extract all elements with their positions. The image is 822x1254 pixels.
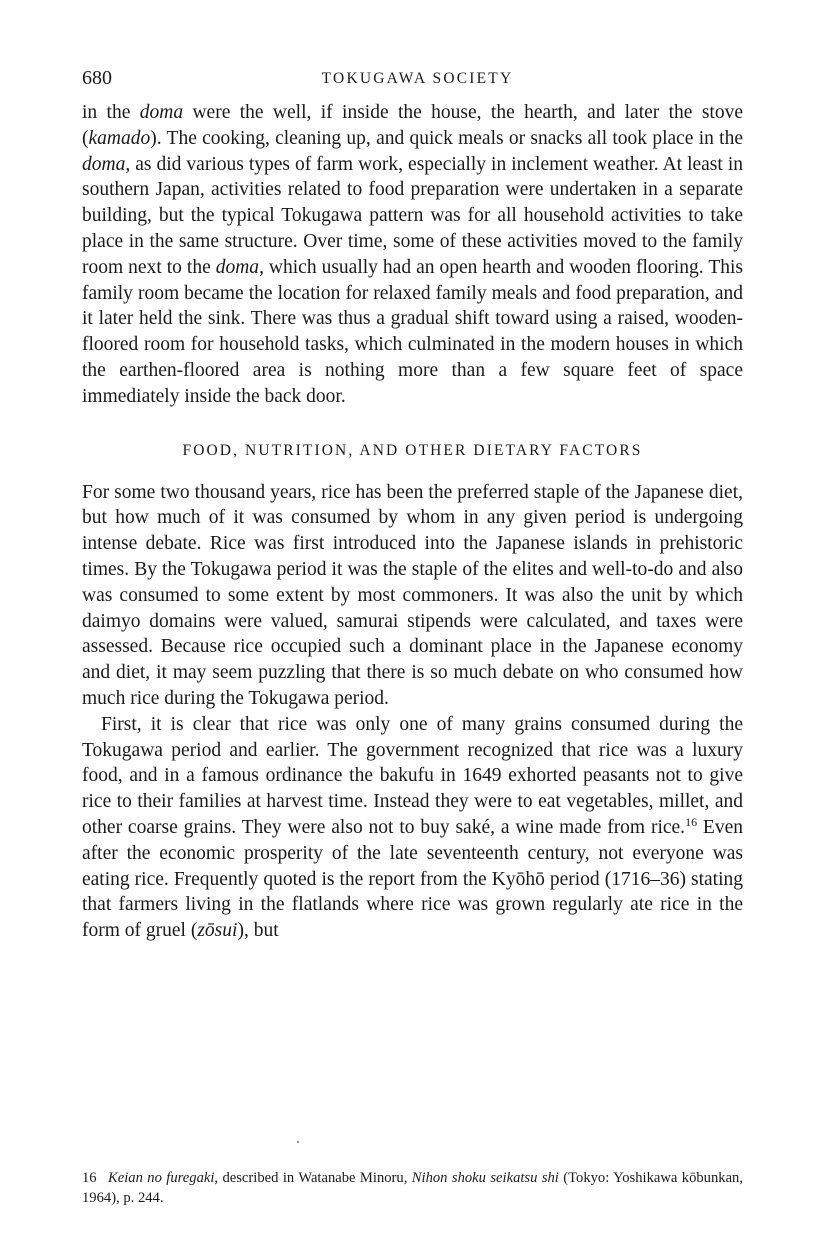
print-speck — [297, 1141, 299, 1143]
italic-term: doma — [139, 102, 184, 123]
paragraph-rice-staple: For some two thousand years, rice has been the preferred staple of the Japanese diet, but how much of it was consumed by whom in any given period is undergoing intense debate. Rice was first introduced into the Japanese islands in prehistoric times. By the Tokugawa period it was the staple of the elites and well-to-do and also was consumed to some extent by most commoners. It was also the unit by which daimyo domains were valued, samurai stipends were calculated, and taxes were assessed. Because rice occupied such a dominant place in the Japanese economy and diet, it may seem puzzling that there is so much debate on who consumed how much rice during the Tokugawa period. — [82, 481, 743, 709]
section-heading: FOOD, NUTRITION, AND OTHER DIETARY FACTORS — [182, 441, 643, 459]
paragraph-doma: in the doma were the well, if inside the house, the hearth, and later the stove (kamado). The cooking, cleaning up, and quick meals or snacks all took place in the doma, as did various types of farm work, especially in inclement weather. At least in southern Japan, activities related to food preparation were undertaken in a separate building, but the typical Tokugawa pattern was for all household activities to take place in the same structure. Over time, some of these activities moved to the family room next to the doma, which usually had an open hearth and wooden flooring. This family room became the location for relaxed family meals and food preparation, and it later held the sink. There was thus a gradual shift toward using a raised, wooden-floored room for household tasks, which culminated in the modern houses in which the earthen-floored area is nothing more than a few square feet of space immediately inside the back door. — [82, 102, 743, 407]
italic-term: kamado — [88, 127, 151, 149]
italic-term: doma — [215, 256, 260, 278]
footnote-number: 16 — [82, 1170, 97, 1186]
running-title: TOKUGAWA SOCIETY — [321, 70, 514, 87]
italic-term: zōsui — [197, 920, 238, 942]
footnote-text — [82, 1169, 743, 1208]
running-head — [82, 66, 743, 100]
footnote-body: Keian no furegaki, described in Watanabe Minoru, Nihon shoku seikatsu shi (Tokyo: Yoshikawa kōbunkan, 1964), p. 244. — [82, 1170, 743, 1206]
italic-term: Nihon shoku seikatsu shi — [411, 1170, 559, 1186]
italic-term: Keian no furegaki — [108, 1170, 215, 1186]
footnote-16 — [82, 1169, 743, 1208]
footnote-reference[interactable]: 16 — [685, 814, 698, 829]
page-body — [82, 66, 743, 944]
paragraph-grains: First, it is clear that rice was only one of many grains consumed during the Tokugawa period and earlier. The government recognized that rice was a luxury food, and in a famous ordinance the bakufu in 1649 exhorted peasants not to give rice to their families at harvest time. Instead they were to eat vegetables, millet, and other coarse grains. They were also not to buy saké, a wine made from rice.$^{16}$ Even after the economic prosperity of the late seventeenth century, not everyone was eating rice. Frequently quoted is the report from the Kyōhō period (1716–36) stating that farmers living in the flatlands where rice was grown regularly ate rice in the form of gruel (zōsui), but — [82, 713, 743, 942]
page-number: 680 — [82, 67, 112, 89]
italic-term: doma — [82, 153, 126, 175]
